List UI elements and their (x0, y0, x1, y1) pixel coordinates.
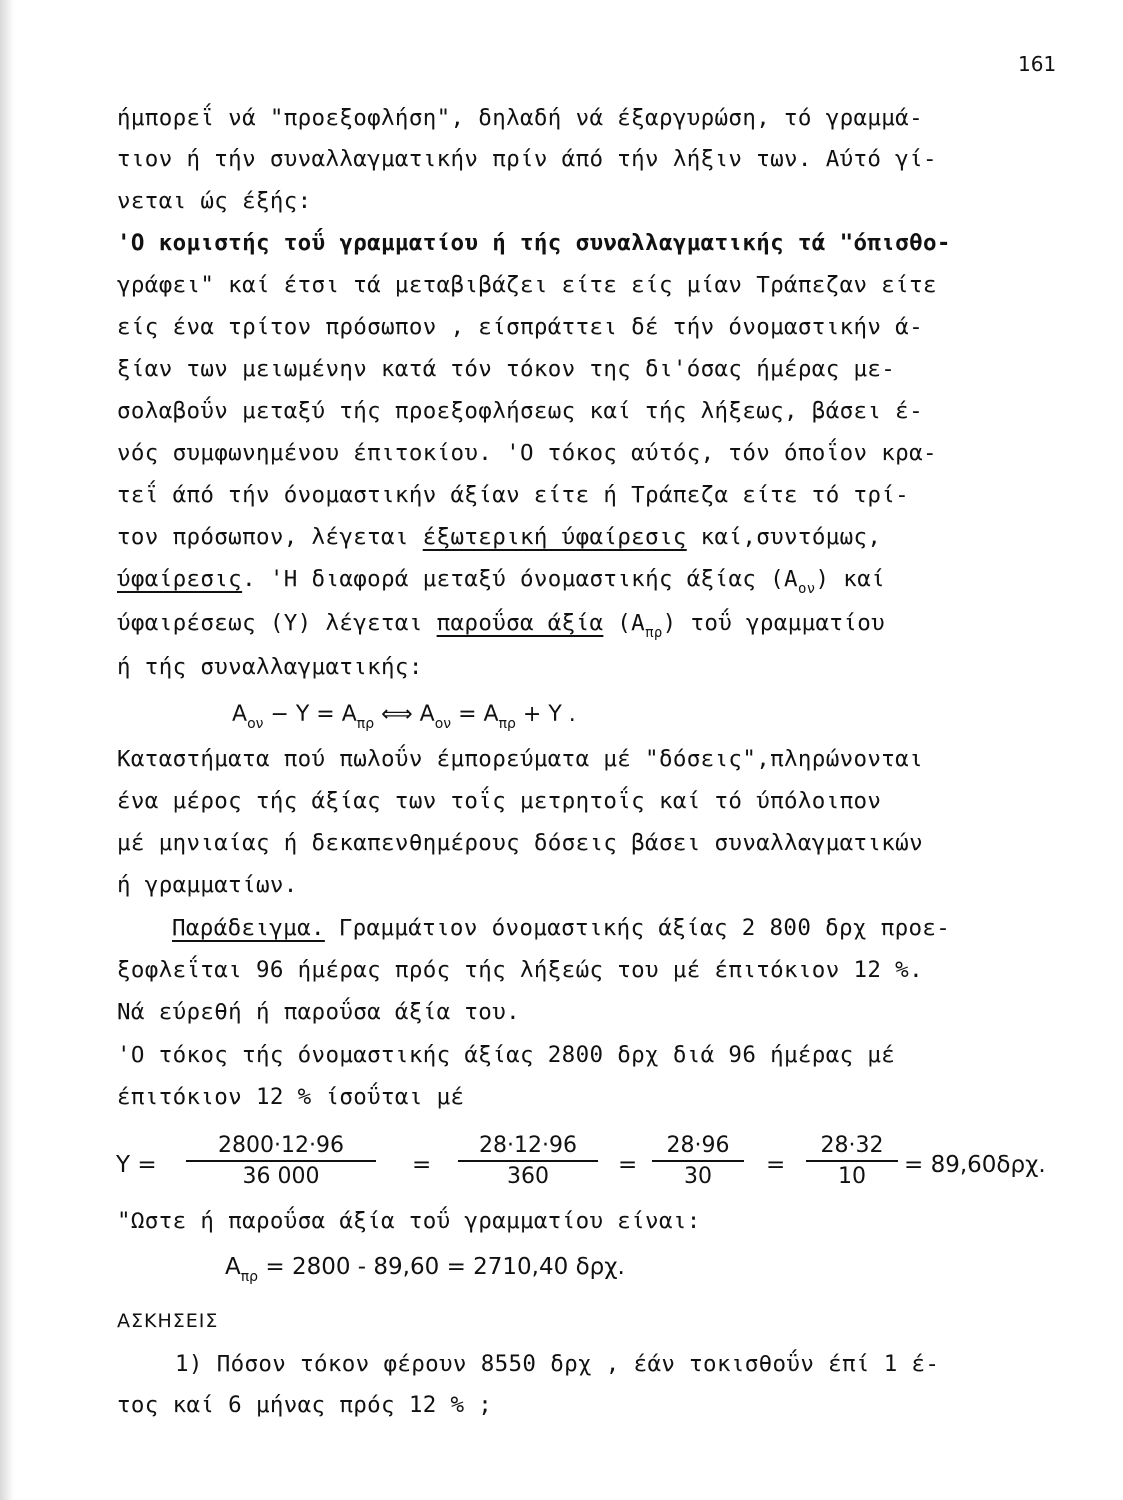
text-line: ή τής συναλλαγματικής: (117, 654, 423, 680)
text-line: νεται ώς έξής: (117, 188, 312, 214)
formula-text: − Υ = Α (263, 702, 357, 727)
subscript: ον (797, 581, 816, 597)
exercise-item-continued: τος καί 6 μήνας πρός 12 % ; (117, 1392, 493, 1418)
numerator: 28·96 (652, 1133, 744, 1162)
denominator: 36 000 (242, 1164, 320, 1189)
text-line: "Ωστε ή παροΰσα άξία τοΰ γραμματίου είναι: (117, 1208, 701, 1234)
line-text: ) καί (815, 566, 885, 592)
subscript: πρ (240, 1269, 259, 1285)
formula-text: Α (412, 702, 435, 727)
text-line: Νά εύρεθή ή παροΰσα άξία του. (117, 999, 520, 1025)
term-discount: ύφαίρεσις (117, 566, 243, 592)
line-text: ) τοΰ γραμματίου (662, 610, 885, 636)
symbol: Α (225, 1254, 241, 1280)
line-text: . 'Η διαφορά μεταξύ όνομαστικής άξίας (Α (242, 566, 798, 592)
text-line: τιον ή τήν συναλλαγματικήν πρίν άπό τήν λήξιν των. Αύτό γί- (117, 146, 937, 172)
text-line: μέ μηνιαίας ή δεκαπενθημέρους δόσεις βάσει συναλλαγματικών (117, 830, 923, 856)
symbol: Α (232, 702, 248, 727)
line-text: καί,συντόμως, (686, 524, 882, 550)
text-line (172, 915, 950, 941)
formula-text: + Υ . (515, 702, 576, 727)
text-line: σολαβοΰν μεταξύ τής προεξοφλήσεως καί τής λήξεως, βάσει έ- (117, 398, 923, 424)
text-line: 'Ο κομιστής τοΰ γραμματίου ή τής συναλλαγματικής τά "όπισθο- (117, 230, 951, 256)
line-text: τον πρόσωπον, λέγεται (117, 524, 423, 550)
equivalence-arrow: ⟺ (381, 702, 413, 727)
text-line: 'Ο τόκος τής όνομαστικής άξίας 2800 δρχ διά 96 ήμέρας μέ (117, 1042, 896, 1068)
fraction-1 (186, 1133, 376, 1189)
text-line (117, 524, 881, 550)
denominator: 30 (684, 1164, 712, 1189)
text-line: ήμπορεΐ νά "προεξοφλήση", δηλαδή νά έξαργυρώση, τό γραμμά- (117, 105, 923, 131)
text-line (117, 610, 885, 641)
denominator: 10 (838, 1164, 866, 1189)
subscript: πρ (498, 716, 516, 732)
text-line: Καταστήματα πού πωλοΰν έμπορεύματα μέ "δόσεις",πληρώνονται (117, 746, 923, 772)
formula-present-value (232, 702, 576, 732)
numerator: 28·12·96 (458, 1133, 598, 1162)
equals-sign: = (412, 1152, 432, 1178)
equals-sign: = (766, 1152, 786, 1178)
exercises-heading: ΑΣΚΗΣΕΙΣ (117, 1310, 219, 1332)
page-number: 161 (1018, 52, 1057, 76)
text-line: τεΐ άπό τήν όνομαστικήν άξίαν είτε ή Τράπεζα είτε τό τρί- (117, 482, 910, 508)
line-text: Γραμμάτιον όνομαστικής άξίας 2 800 δρχ προε- (324, 915, 951, 941)
example-label: Παράδειγμα. (172, 915, 325, 941)
line-text: ύφαιρέσεως (Υ) λέγεται (117, 610, 437, 636)
formula-result: = 89,60δρχ. (904, 1152, 1046, 1178)
formula-result-line (225, 1254, 625, 1285)
term-external-discount: έξωτερική ύφαίρεσις (422, 524, 687, 550)
text-line (117, 566, 885, 597)
text-line: ένα μέρος τής άξίας των τοΐς μετρητοΐς καί τό ύπόλοιπον (117, 788, 882, 814)
text-line: νός συμφωνημένου έπιτοκίου. 'Ο τόκος αύτός, τόν όποΐον κρα- (117, 440, 937, 466)
exercise-item: 1) Πόσον τόκον φέρουν 8550 δρχ , έάν τοκισθοΰν έπί 1 έ- (175, 1351, 940, 1377)
term-present-value: παροΰσα άξία (436, 610, 604, 636)
formula-lhs: Υ = (116, 1152, 157, 1178)
text-line: ή γραμματίων. (117, 872, 298, 898)
text-line: ξίαν των μειωμένην κατά τόν τόκον της δι'όσας ήμέρας με- (117, 356, 896, 382)
text-line: έπιτόκιον 12 % ίσοΰται μέ (117, 1084, 465, 1110)
numerator: 2800·12·96 (186, 1133, 376, 1162)
line-text: (Α (603, 610, 646, 636)
text-line: ξοφλεΐται 96 ήμέρας πρός τής λήξεώς του μέ έπιτόκιον 12 %. (117, 957, 923, 983)
subscript: πρ (645, 625, 663, 641)
subscript: πρ (356, 716, 375, 732)
fraction-2 (458, 1133, 598, 1189)
formula-text: = 2800 - 89,60 = 2710,40 δρχ. (258, 1254, 625, 1280)
scan-edge-shadow (0, 0, 14, 1500)
text-line: είς ένα τρίτον πρόσωπον , είσπράττει δέ τήν όνομαστικήν ά- (117, 314, 923, 340)
subscript: ον (434, 716, 452, 732)
fraction-3 (652, 1133, 744, 1189)
equals-sign: = (618, 1152, 638, 1178)
formula-text: = Α (451, 702, 499, 727)
fraction-4 (806, 1133, 898, 1189)
denominator: 360 (507, 1164, 549, 1189)
numerator: 28·32 (806, 1133, 898, 1162)
subscript: ον (247, 716, 264, 732)
text-line: γράφει" καί έτσι τά μεταβιβάζει είτε είς μίαν Τράπεζαν είτε (117, 272, 937, 298)
